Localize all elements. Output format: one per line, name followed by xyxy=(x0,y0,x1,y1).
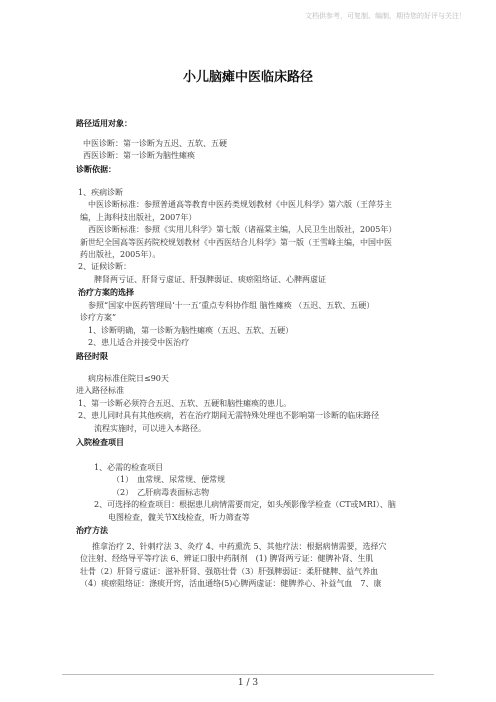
section-heading: 路径适用对象： xyxy=(76,118,132,128)
text-line: 西医诊断标准：参照《实用儿科学》第七版（诸福棠主编，人民卫生出版社，2005年） xyxy=(88,225,397,235)
text-line: 参照“国家中医药管理局‘十一五’重点专科协作组 脑性瘫痪 （五迟、五软、五硬） xyxy=(88,301,375,310)
watermark: 文档供参考，可复制、编制，期待您的好评与关注！ xyxy=(305,12,466,20)
text-line: 病房标准住院日≤90天 xyxy=(88,374,169,383)
text-line: 1、第一诊断必须符合五迟、五软、五硬和脑性瘫痪的患儿。 xyxy=(78,398,292,408)
section-block xyxy=(0,117,496,129)
page-title: 小儿脑瘫中医临床路径 xyxy=(182,70,313,85)
section-block xyxy=(0,462,496,536)
text-line: 电图检查，髋关节X线检查，听力筛查等 xyxy=(108,512,250,522)
text-line: 进入路径标准 xyxy=(76,386,124,396)
text-line: （1） 血常规、尿常规、便常规 xyxy=(112,475,226,485)
section-block xyxy=(0,300,496,362)
footer-rule xyxy=(62,674,434,675)
text-line: 2、患儿适合并接受中医治疗 xyxy=(88,338,190,348)
page-number: 1 / 3 xyxy=(237,678,259,688)
text-line: 脾肾两亏证、肝肾亏虚证、肝强脾弱证、痰瘀阻络证、心脾两虚证 xyxy=(94,274,326,284)
text-line: 2、证候诊断： xyxy=(78,262,132,272)
text-line: 壮骨（2）肝肾亏虚证：滋补肝肾、强筋壮骨（3）肝强脾弱证：柔肝健脾、益气养血 xyxy=(80,566,379,576)
section-block xyxy=(0,373,496,435)
section-block xyxy=(0,541,496,591)
text-line: （4）痰瘀阻络证：涤痰开窍，活血通络(5)心脾两虚证：健脾养心、补益气血 7、康 xyxy=(80,579,382,589)
section-block xyxy=(0,187,496,299)
text-line: 药出版社，2005年）。 xyxy=(80,250,161,260)
text-line: 中医诊断标准：参照普通高等教育中医药类规划教材《中医儿科学》第六版（王萍芬主 xyxy=(88,200,392,210)
text-line: 西医诊断：第一诊断为脑性瘫痪 xyxy=(83,151,195,161)
section-heading: 治疗方案的选择 xyxy=(78,287,134,298)
text-line: 编，上海科技出版社，2007年） xyxy=(80,212,197,222)
text-line: 推拿治疗 2、针刺疗法 3、灸疗 4、中药熏洗 5、其他疗法：根据病情需要，选择穴 xyxy=(92,542,387,551)
text-line: 诊疗方案” xyxy=(80,313,117,323)
text-line: 流程实施时，可以进入本路径。 xyxy=(94,423,206,433)
section-block xyxy=(0,138,496,175)
section-heading: 治疗方法 xyxy=(76,525,108,536)
text-line: 位注射、经络导平等疗法 6、辨证口服中药制剂 (1) 脾肾两亏证：健脾补肾、生肌 xyxy=(80,554,374,564)
text-line: 1、诊断明确，第一诊断为脑性瘫痪（五迟、五软、五硬） xyxy=(88,325,294,335)
section-heading: 入院检查项目 xyxy=(76,437,124,447)
section-block xyxy=(0,436,496,448)
text-line: （2） 乙肝病毒表面标志物 xyxy=(112,487,210,497)
text-line: 2、患儿同时具有其他疾病，若在治疗期间无需特殊处理也不影响第一诊断的临床路径 xyxy=(78,411,380,421)
section-heading: 路径时限 xyxy=(76,350,108,361)
text-line: 新世纪全国高等医药院校规划教材《中西医结合儿科学》第一版（王雪峰主编，中国中医 xyxy=(80,237,392,247)
text-line: 1、必需的检查项目 xyxy=(94,463,164,472)
text-line: 中医诊断：第一诊断为五迟、五软、五硬 xyxy=(83,139,227,148)
section-heading: 诊断依据： xyxy=(76,163,116,174)
text-line: 1、疾病诊断 xyxy=(78,188,124,197)
text-line: 2、可选择的检查项目：根据患儿病情需要而定，如头颅影像学检查（CT或MRI）、脑 xyxy=(94,500,396,510)
